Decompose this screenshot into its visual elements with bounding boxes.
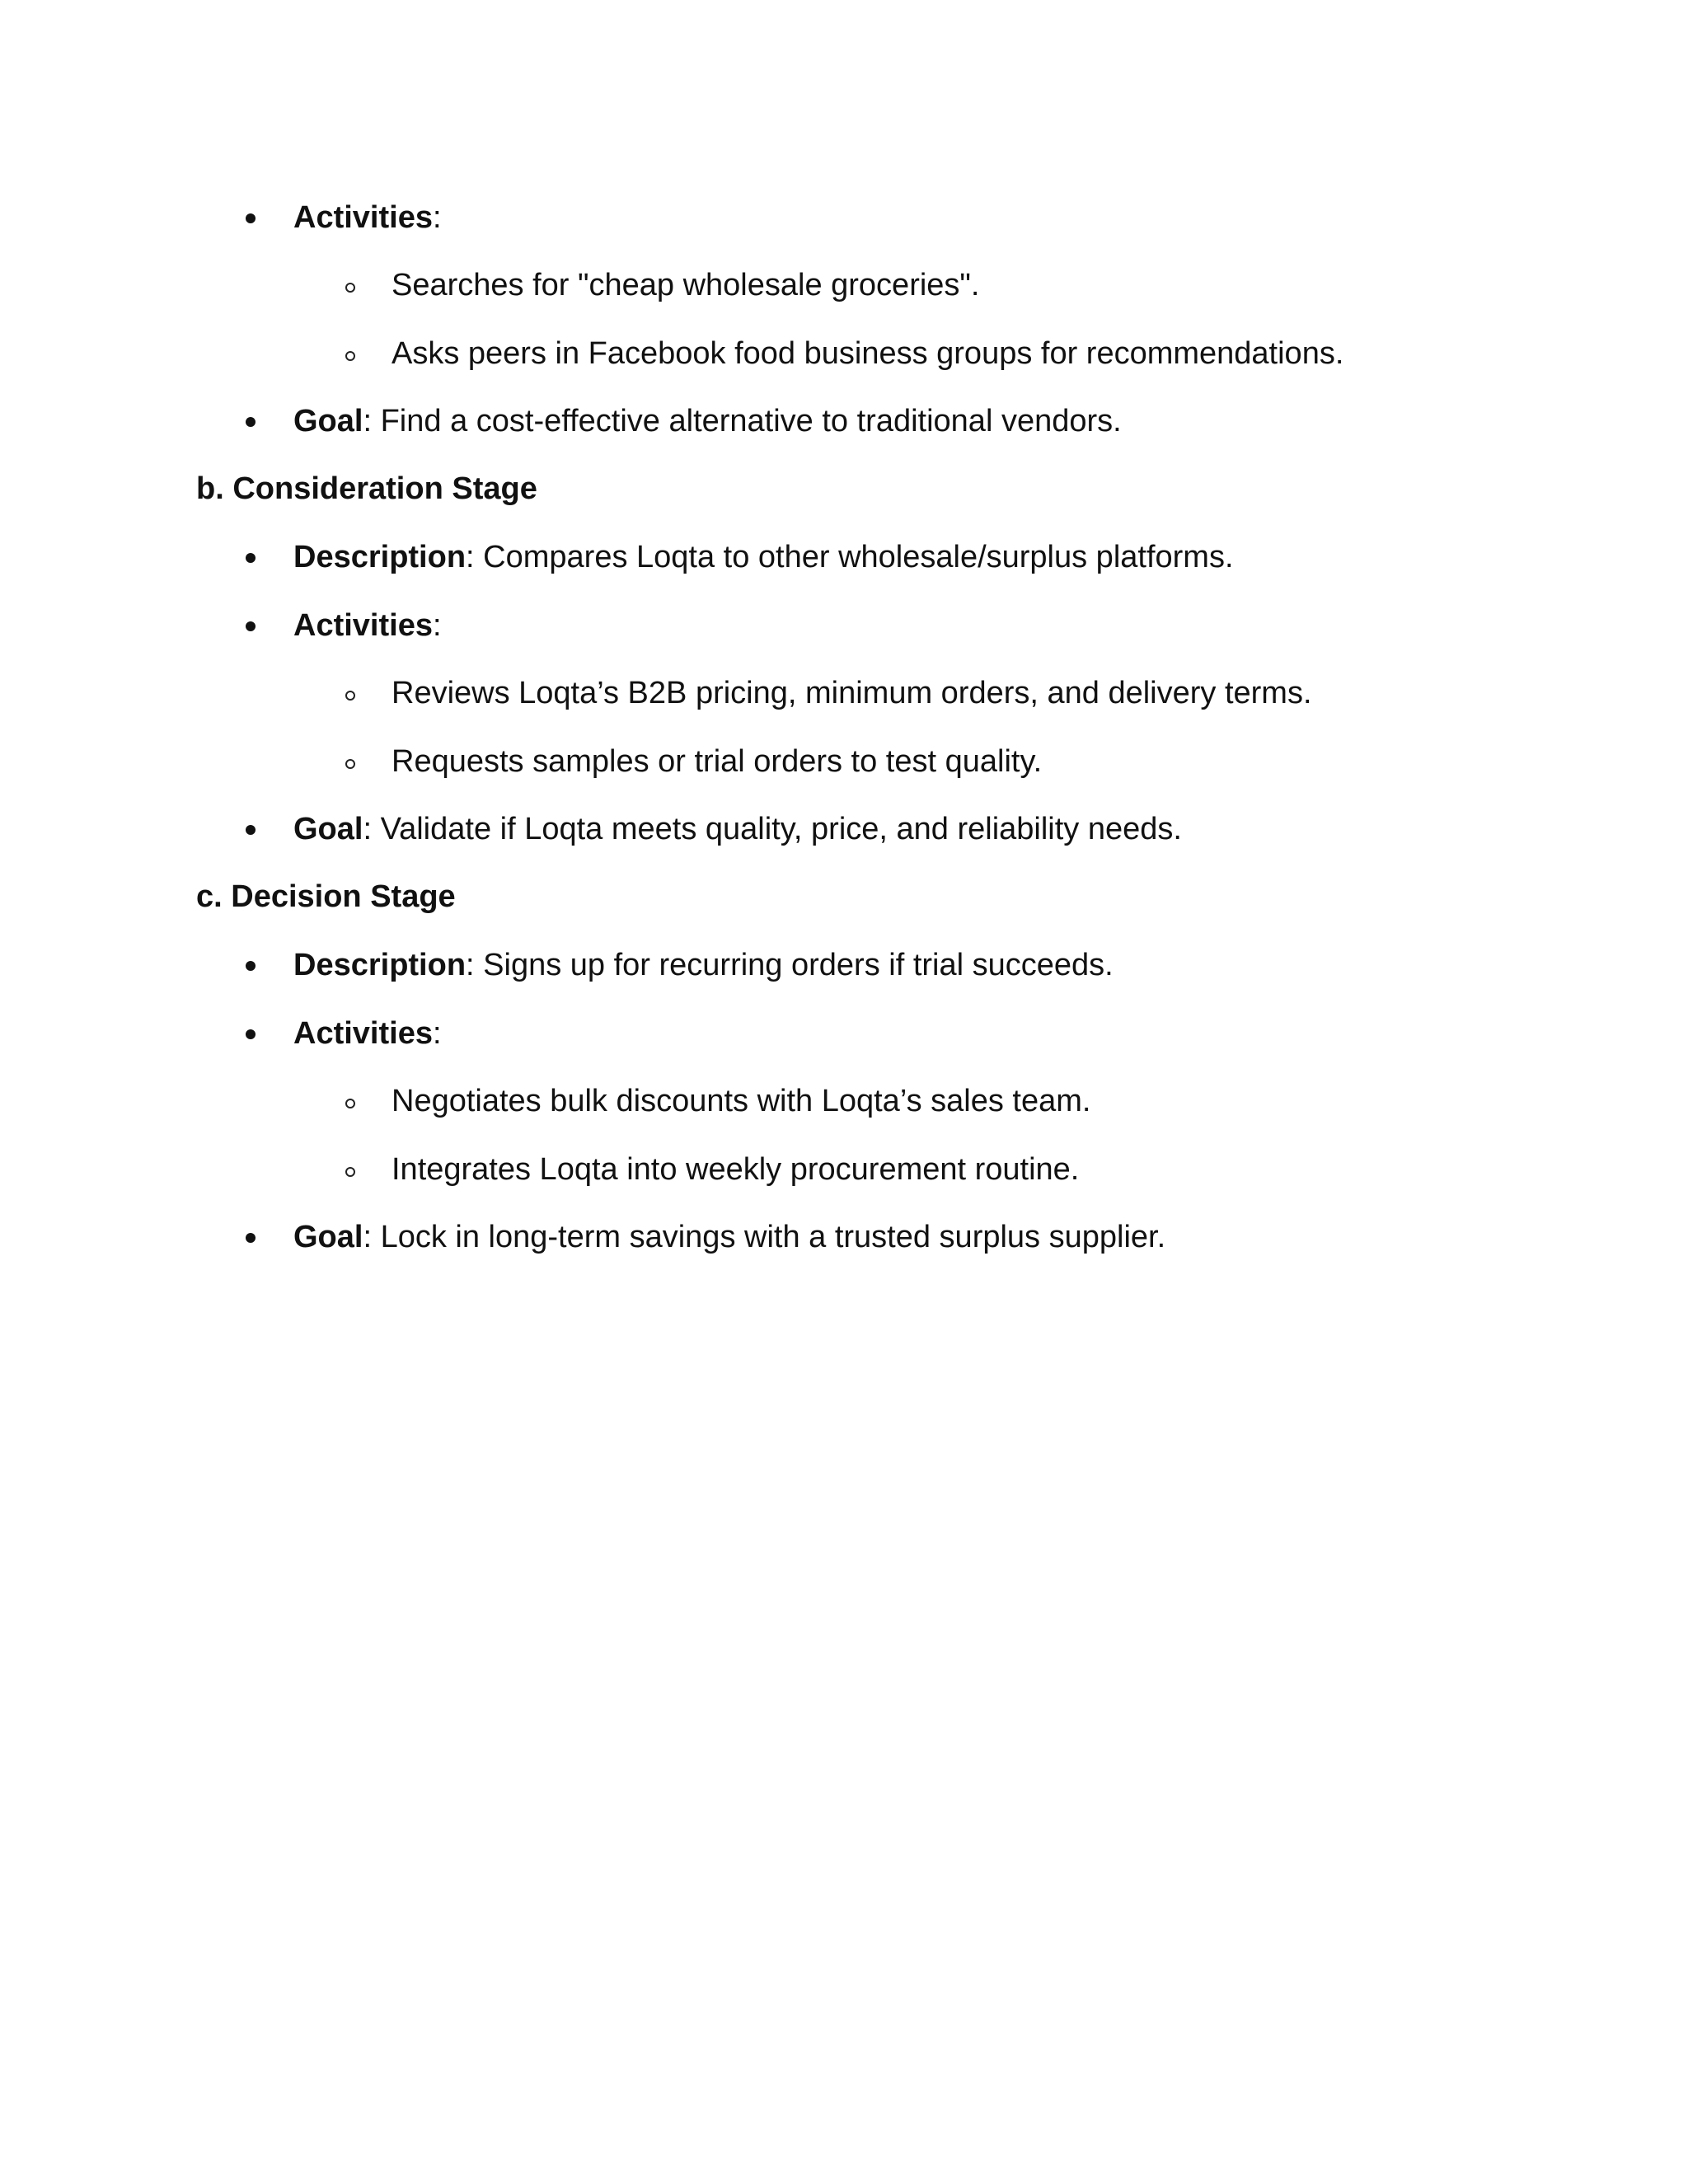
bullet-icon [246,417,256,427]
goal-text: : Find a cost-effective alternative to traditional vendors. [363,404,1122,438]
bullet-icon [246,213,256,223]
sub-bullet-icon [345,1099,355,1108]
activities-label: Activities [293,200,433,235]
description-item [293,537,1234,577]
activities-label: Activities [293,608,433,643]
sub-bullet-icon [345,283,355,293]
goal-item [293,1217,1165,1257]
activities-item [293,606,442,645]
description-label: Description [293,948,467,982]
activities-item [293,1014,442,1053]
goal-label: Goal [293,812,363,846]
goal-text: : Validate if Loqta meets quality, price, and reliability needs. [363,812,1182,846]
sub-bullet-icon [345,351,355,361]
goal-text: : Lock in long-term savings with a trusted surplus supplier. [363,1220,1166,1254]
bullet-icon [246,553,256,563]
description-item [293,945,1114,985]
activities-item [293,198,442,237]
activity-item: Negotiates bulk discounts with Loqta’s sales team. [392,1084,1091,1118]
bullet-icon [246,1029,256,1039]
activity-item: Reviews Loqta’s B2B pricing, minimum orders, and delivery terms. [392,676,1312,710]
sub-bullet-icon [345,1167,355,1177]
goal-item [293,809,1182,849]
activities-label: Activities [293,1016,433,1051]
description-text: : Signs up for recurring orders if trial succeeds. [466,948,1114,982]
description-label: Description [293,540,467,574]
activity-item: Requests samples or trial orders to test quality. [392,744,1043,779]
sub-bullet-icon [345,691,355,701]
bullet-icon [246,621,256,631]
activity-item: Integrates Loqta into weekly procurement routine. [392,1152,1080,1187]
goal-label: Goal [293,1220,363,1254]
description-text: : Compares Loqta to other wholesale/surplus platforms. [466,540,1234,574]
activities-suffix: : [432,1016,442,1051]
bullet-icon [246,1233,256,1243]
goal-label: Goal [293,404,363,438]
activity-item: Searches for "cheap wholesale groceries". [392,268,980,302]
section-heading: c. Decision Stage [196,879,456,914]
activities-suffix: : [432,200,442,235]
activities-suffix: : [432,608,442,643]
activity-item: Asks peers in Facebook food business groups for recommendations. [392,336,1344,371]
bullet-icon [246,825,256,835]
sub-bullet-icon [345,759,355,769]
goal-item [293,401,1122,441]
section-heading: b. Consideration Stage [196,471,537,506]
bullet-icon [246,961,256,971]
